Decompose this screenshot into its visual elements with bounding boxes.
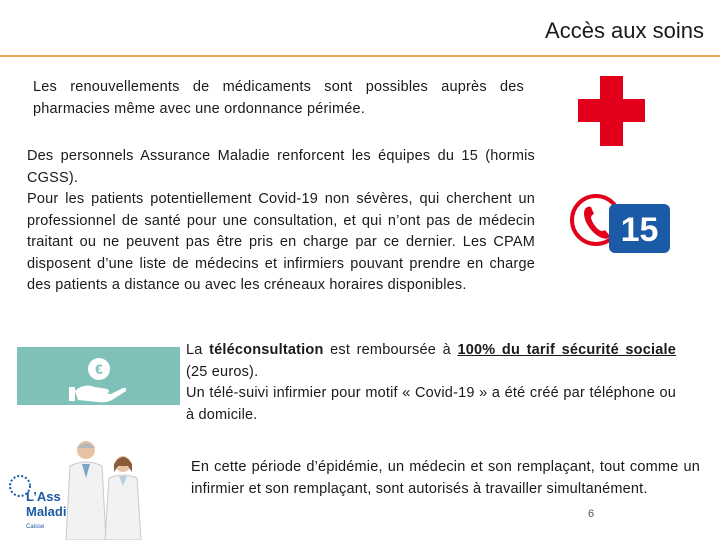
tele-suffix: (25 euros).: [186, 363, 259, 380]
doctor-male: [66, 441, 106, 540]
paragraph-renewals: Les renouvellements de médicaments sont possibles auprès des pharmacies même avec une ordonnance périmée.: [33, 79, 524, 117]
tele-prefix: La: [186, 342, 210, 358]
telesuivi-sentence: Un télé-suivi infirmier pour motif « Covid-19 » a été créé par téléphone ou à domicile.: [186, 385, 676, 423]
doctors-logo-illustration: [6, 438, 171, 540]
medical-cross-icon: [578, 76, 645, 146]
emergency-15-icon: [570, 190, 675, 258]
slide-title: Accès aux soins: [545, 18, 704, 43]
tele-keyword: téléconsultation: [209, 342, 324, 358]
paragraph-teleconsultation: [186, 340, 676, 426]
svg-text:Caisse: Caisse: [26, 524, 45, 530]
tele-rate: 100% du tarif sécurité sociale: [457, 342, 676, 358]
emergency-number: 15: [620, 211, 659, 249]
hand-coin-icon: [17, 347, 180, 405]
assurance-maladie-logo: [10, 476, 66, 530]
coin-symbol: €: [95, 361, 103, 377]
paragraph-staff: [27, 146, 535, 297]
staff-line-1: Des personnels Assurance Maladie renforcent les équipes du 15 (hormis CGSS).: [27, 148, 535, 186]
staff-line-2: Pour les patients potentiellement Covid-19 non sévères, qui cherchent un professionnel de santé pour une consultation, et qui n’ont pas de médecin traitant ou ne peuvent pas être pris en charge par ce dernier. Les CPAM disposent d’une liste de médecins et infirmiers pouvant prendre en charge des patients a distance ou avec les créneaux horaires disponibles.: [27, 191, 535, 293]
page-number: 6: [588, 508, 595, 520]
title-divider: [0, 55, 720, 57]
tele-sentence: [186, 340, 676, 383]
doctor-female: [105, 456, 141, 540]
tele-mid: est remboursée à: [323, 342, 458, 358]
svg-text:L’Ass: L’Ass: [26, 489, 61, 504]
svg-text:Maladi: Maladi: [26, 504, 67, 519]
payment-illustration: [17, 347, 180, 405]
paragraph-epidemic: En cette période d’épidémie, un médecin et son remplaçant, tout comme un infirmier et son remplaçant, sont autorisés à travailler simultanément.: [191, 459, 700, 497]
